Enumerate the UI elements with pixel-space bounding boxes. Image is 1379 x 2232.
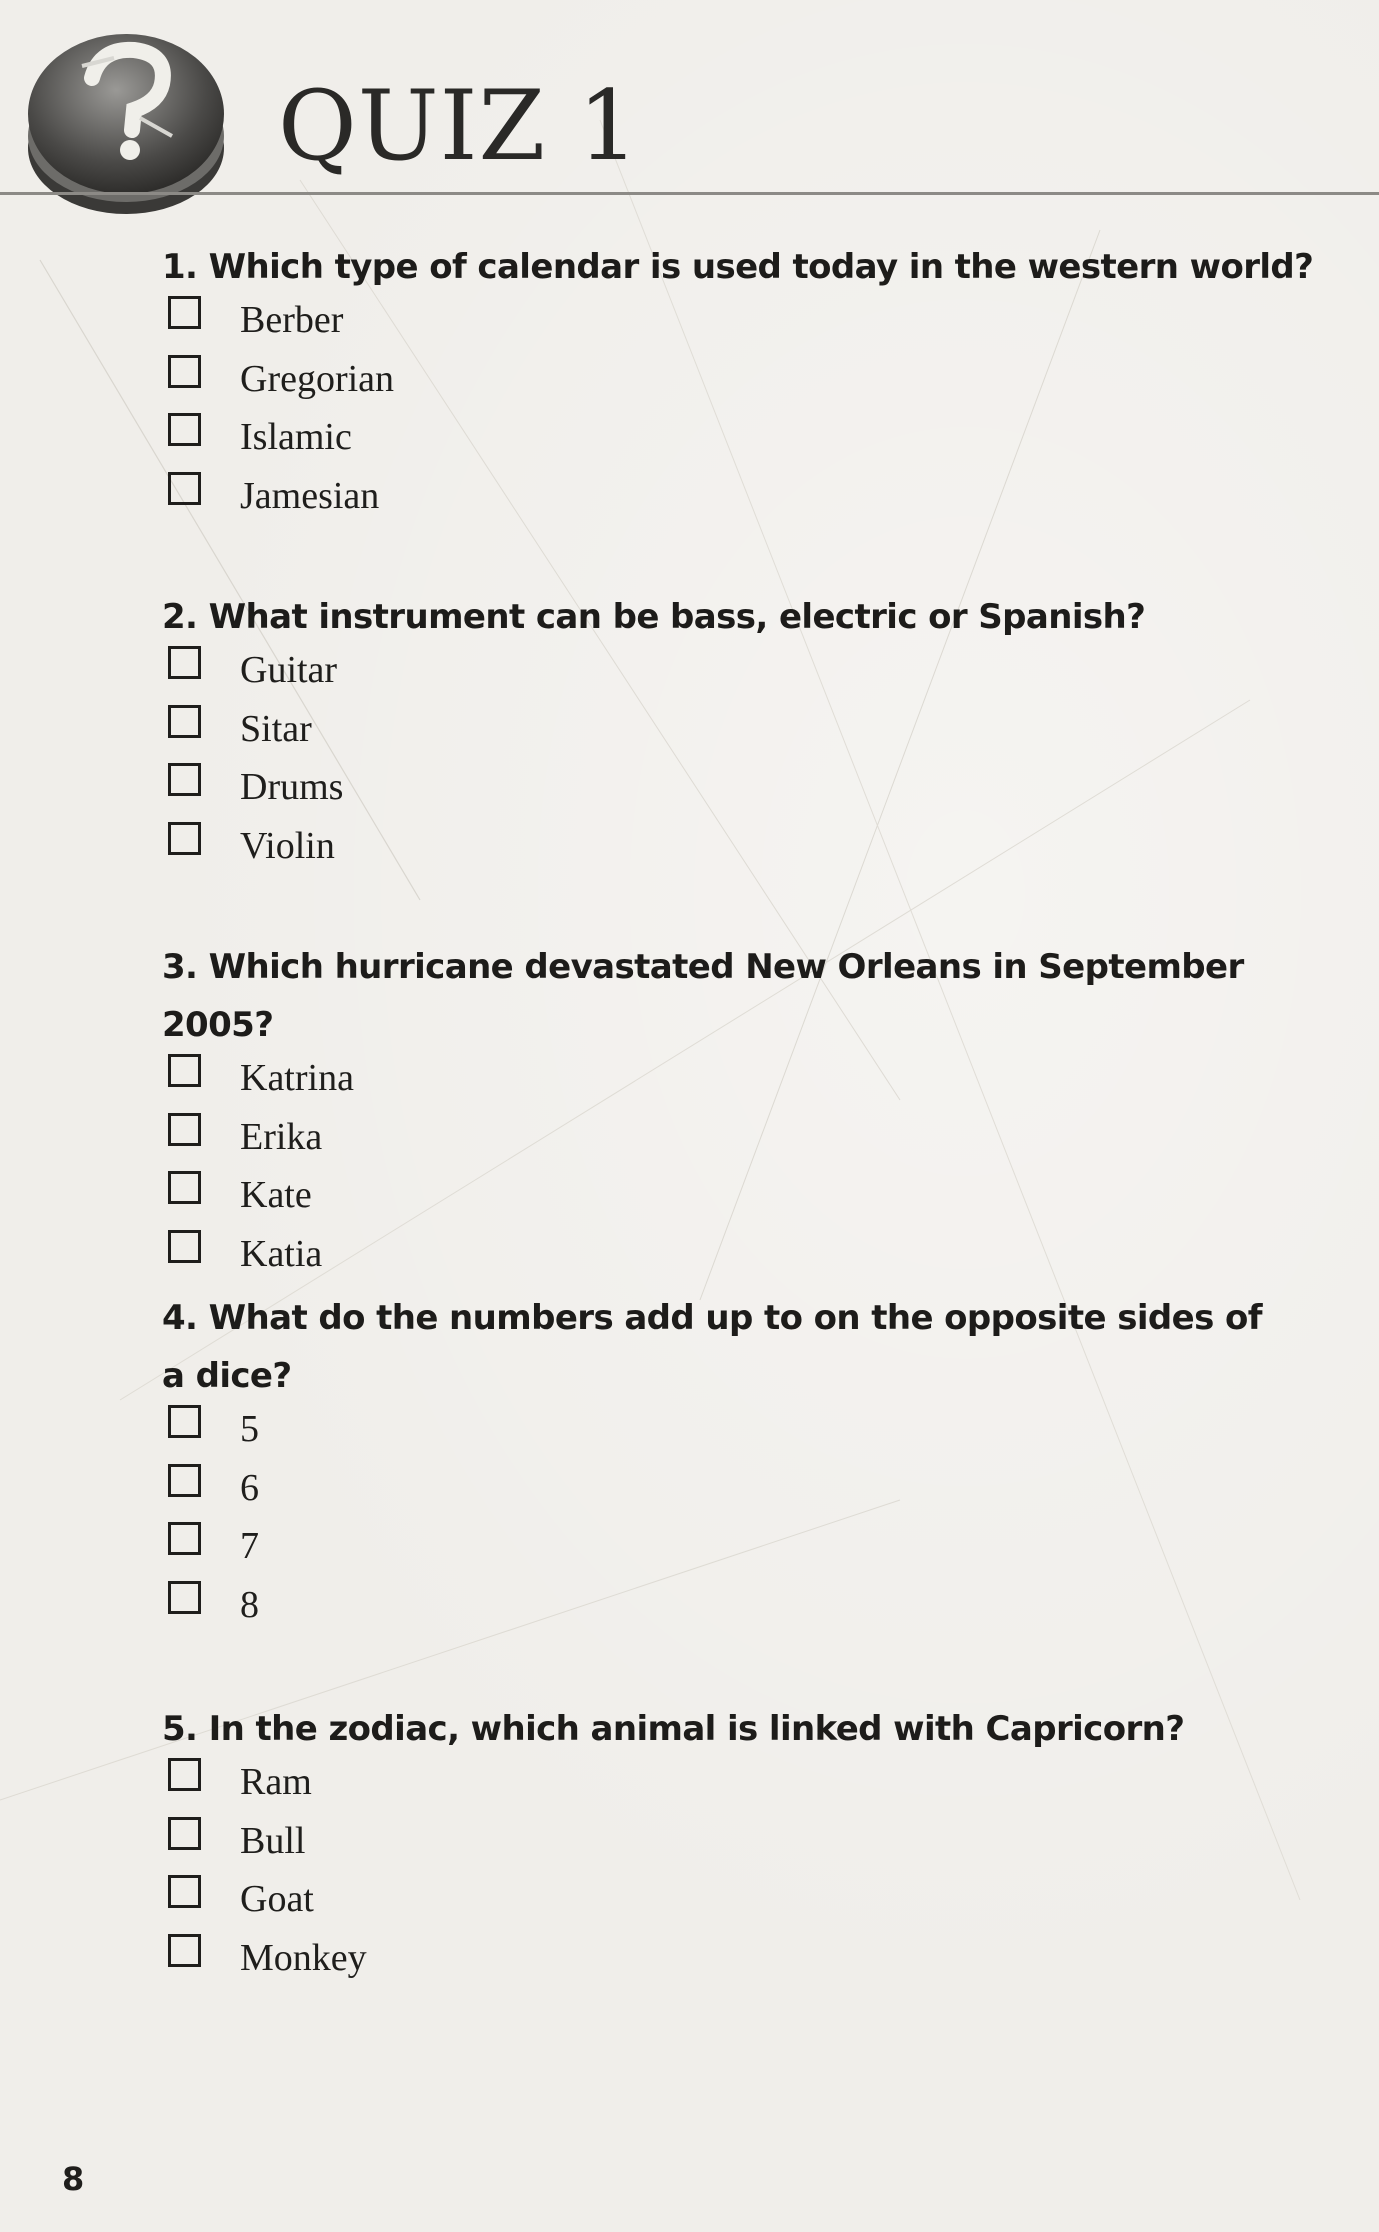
answer-checkbox[interactable]	[168, 1934, 201, 1967]
answer-checkbox[interactable]	[168, 1581, 201, 1614]
answer-checkbox[interactable]	[168, 705, 201, 738]
answer-label: Bull	[240, 1819, 306, 1862]
answer-options	[162, 1405, 1292, 1639]
answer-checkbox[interactable]	[168, 413, 201, 446]
answer-label: 8	[240, 1583, 259, 1626]
answer-checkbox[interactable]	[168, 646, 201, 679]
answer-label: Katia	[240, 1232, 323, 1275]
answer-label: 7	[240, 1525, 259, 1567]
answer-checkbox[interactable]	[168, 1405, 201, 1438]
answer-option	[162, 763, 1352, 822]
question-mark-badge-icon	[22, 18, 227, 218]
question-2	[162, 588, 1352, 880]
answer-option	[162, 1405, 1292, 1464]
answer-label: Violin	[240, 824, 335, 867]
answer-label: Goat	[240, 1878, 314, 1920]
answer-label: Sitar	[240, 707, 312, 750]
answer-checkbox[interactable]	[168, 763, 201, 796]
answer-checkbox[interactable]	[168, 1230, 201, 1263]
answer-option	[162, 1875, 1352, 1934]
question-1	[162, 238, 1352, 530]
answer-label: Katrina	[240, 1057, 354, 1099]
answer-option	[162, 1464, 1292, 1523]
question-4	[162, 1289, 1292, 1639]
question-text: 1. Which type of calendar is used today in the western world?	[162, 247, 1314, 287]
question-5	[162, 1700, 1352, 1992]
answer-option	[162, 1934, 1352, 1993]
question-text: 4. What do the numbers add up to on the opposite sides of a dice?	[162, 1298, 1262, 1396]
answer-checkbox[interactable]	[168, 296, 201, 329]
answer-option	[162, 1522, 1292, 1581]
answer-checkbox[interactable]	[168, 355, 201, 388]
answer-option	[162, 1054, 1352, 1113]
answer-label: Guitar	[240, 649, 338, 691]
answer-checkbox[interactable]	[168, 472, 201, 505]
page-number: 8	[62, 2160, 85, 2198]
answer-options	[162, 646, 1352, 880]
answer-label: Islamic	[240, 416, 352, 458]
answer-label: Kate	[240, 1174, 312, 1216]
answer-label: Jamesian	[240, 474, 380, 517]
answer-label: 6	[240, 1466, 259, 1509]
question-text: 2. What instrument can be bass, electric or Spanish?	[162, 597, 1146, 637]
answer-option	[162, 296, 1352, 355]
answer-options	[162, 296, 1352, 530]
answer-option	[162, 1230, 1352, 1289]
answer-option	[162, 646, 1352, 705]
question-text: 5. In the zodiac, which animal is linked with Capricorn?	[162, 1709, 1185, 1749]
answer-checkbox[interactable]	[168, 1522, 201, 1555]
answer-label: Drums	[240, 766, 344, 808]
answer-label: Gregorian	[240, 357, 395, 400]
question-text: 3. Which hurricane devastated New Orleans in September 2005?	[162, 947, 1244, 1045]
answer-checkbox[interactable]	[168, 1464, 201, 1497]
answer-option	[162, 822, 1352, 881]
answer-option	[162, 1171, 1352, 1230]
answer-option	[162, 1581, 1292, 1640]
answer-checkbox[interactable]	[168, 822, 201, 855]
answer-checkbox[interactable]	[168, 1817, 201, 1850]
title-divider	[0, 192, 1379, 195]
answer-label: Monkey	[240, 1936, 367, 1979]
answer-option	[162, 413, 1352, 472]
answer-checkbox[interactable]	[168, 1875, 201, 1908]
answer-label: Ram	[240, 1761, 312, 1803]
answer-checkbox[interactable]	[168, 1054, 201, 1087]
answer-option	[162, 1113, 1352, 1172]
answer-label: 5	[240, 1408, 259, 1450]
answer-options	[162, 1054, 1352, 1288]
answer-checkbox[interactable]	[168, 1758, 201, 1791]
answer-option	[162, 355, 1352, 414]
question-3	[162, 938, 1352, 1288]
answer-options	[162, 1758, 1352, 1992]
answer-option	[162, 705, 1352, 764]
page-title: QUIZ 1	[278, 70, 640, 182]
answer-checkbox[interactable]	[168, 1113, 201, 1146]
answer-option	[162, 1817, 1352, 1876]
answer-label: Erika	[240, 1115, 323, 1158]
answer-checkbox[interactable]	[168, 1171, 201, 1204]
answer-option	[162, 1758, 1352, 1817]
answer-label: Berber	[240, 299, 344, 341]
answer-option	[162, 472, 1352, 531]
